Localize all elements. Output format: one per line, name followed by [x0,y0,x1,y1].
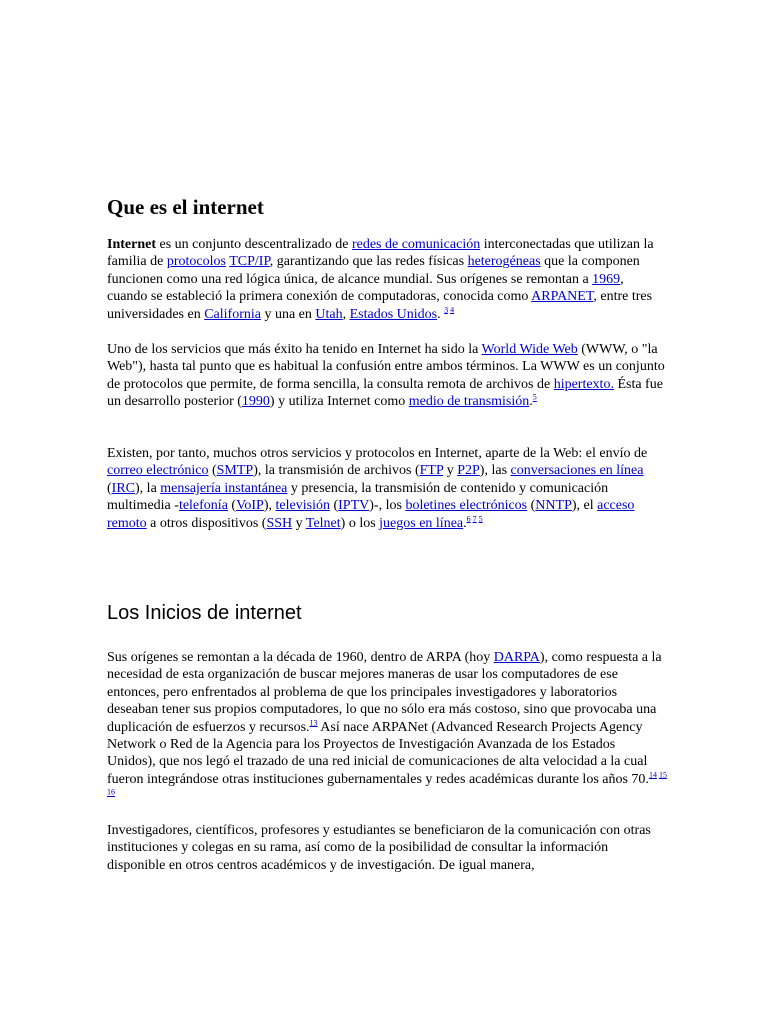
paragraph-internet-definition [107,236,667,323]
text-run: ) y utiliza Internet como [269,394,409,410]
text-run: Uno de los servicios que más éxito ha tenido en Internet ha sido la [107,342,482,357]
footnote-link-15[interactable]: 15 [658,770,667,780]
link-boletines-electronicos[interactable]: boletines electrónicos [405,498,528,514]
footnote-ref [310,718,318,727]
text-run: y presencia, la transmisión de contenido y comunicación multimedia - [107,480,609,514]
text-run: y [443,463,458,479]
text-run: , cuando se estableció la primera conexión de computadoras, conocida como [107,271,624,305]
text-run: y una en [260,306,316,322]
link-tcp-ip[interactable]: TCP/IP [229,254,270,270]
footnote-ref [444,305,454,314]
text-run: ), la transmisión de archivos ( [253,463,420,479]
text-run: , entre tres universidades en [107,289,653,322]
text-run: ), la [135,480,161,496]
footnote-ref [533,393,537,402]
link-television[interactable]: televisión [275,498,330,514]
text-run: Ésta fue un desarrollo posterior ( [107,376,663,410]
text-run: es un conjunto descentralizado de [156,237,352,252]
text-run: . [463,515,467,531]
link-conversaciones-en-linea[interactable]: conversaciones en línea [510,463,644,479]
text-run: y [292,515,306,531]
text-run: ), como respuesta a la necesidad de esta organización de buscar mejores maneras de usar los computadores de ese entonces, pero enfrentados al problema de que los principales investigadores y laboratorios deseaban tener sus propios computadores, lo que no sólo era más costoso, sino que provocaba una duplicación de esfuerzos y recursos. [107,650,662,735]
link-utah[interactable]: Utah [315,306,343,322]
link-juegos-en-linea[interactable]: juegos en línea [379,515,464,531]
link-protocolos[interactable]: protocolos [166,254,226,270]
text-run: (WWW, o "la Web"), hasta tal punto que es habitual la confusión entre ambos términos. La WWW es un conjunto de protocolos que permite, de forma sencilla, la consulta remota de archivos de [107,342,665,392]
footnote-ref [467,514,483,523]
text-run: Existen, por tanto, muchos otros servicios y protocolos en Internet, aparte de la Web: el envío de [107,446,648,461]
link-irc[interactable]: IRC [111,480,136,496]
footnote-link-14[interactable]: 14 [648,770,657,780]
text-run: interconectadas que utilizan la familia de [107,237,654,270]
text-run: ) o los [340,515,380,531]
link-hipertexto[interactable]: hipertexto. [553,376,614,392]
link-telefonia[interactable]: telefonía [178,498,228,514]
link-ssh[interactable]: SSH [266,515,293,531]
text-run: que la componen funcionen como una red lógica única, de alcance mundial. Sus orígenes se remontan a [107,254,640,287]
text-run: ), [263,498,276,514]
link-california[interactable]: California [204,306,261,322]
paragraph-world-wide-web [107,341,667,411]
footnote-link-3[interactable]: 3 [444,304,449,314]
text-run: ( [527,498,536,514]
text-run: ), las [479,463,511,479]
text-run: )-, los [369,498,406,514]
link-nntp[interactable]: NNTP [535,498,572,514]
text-run: Sus orígenes se remontan a la década de 1960, dentro de ARPA (hoy [107,650,494,665]
link-arpanet[interactable]: ARPANET [531,289,594,305]
text-run: ( [107,480,112,496]
link-ftp[interactable]: FTP [419,463,444,479]
link-voip[interactable]: VoIP [236,498,264,514]
section-heading-los-inicios: Los Inicios de internet [107,602,302,624]
section-heading-que-es-internet: Que es el internet [107,195,264,219]
link-1969[interactable]: 1969 [592,271,621,287]
link-1990[interactable]: 1990 [241,394,270,410]
text-run: ), el [571,498,598,514]
link-smtp[interactable]: SMTP [216,463,254,479]
text-run: ( [329,498,339,514]
link-world-wide-web[interactable]: World Wide Web [481,342,578,357]
paragraph-otros-servicios [107,445,667,532]
text-run: Así nace ARPANet (Advanced Research Projects Agency Network o Red de la Agencia para los Proyectos de Investigación Avanzada de los Estados Unidos), que nos legó el trazado de una red inicial de comunicaciones de alta velocidad a la cual fueron integrándose otras instituciones gubernamentales y redes académicas durante los años 70. [107,719,649,787]
link-mensajeria-instantanea[interactable]: mensajería instantánea [160,480,288,496]
text-run: ( [208,463,217,479]
link-medio-de-transmision[interactable]: medio de transmisión [408,394,530,410]
bold-term-internet: Internet [107,237,156,252]
footnote-link-16[interactable]: 16 [107,787,115,797]
paragraph-origenes-arpa [107,649,667,806]
footnote-link-5b[interactable]: 5 [478,513,483,523]
link-p2p[interactable]: P2P [457,463,480,479]
footnote-link-13[interactable]: 13 [309,717,318,727]
footnote-link-7[interactable]: 7 [472,513,477,523]
link-redes-de-comunicacion[interactable]: redes de comunicación [351,237,481,252]
footnote-link-6[interactable]: 6 [466,513,471,523]
footnote-link-4[interactable]: 4 [450,304,455,314]
link-heterogeneas[interactable]: heterogéneas [467,254,541,270]
text-run: , garantizando que las redes físicas [269,254,468,270]
footnote-link-5[interactable]: 5 [532,392,537,402]
link-acceso-remoto[interactable]: acceso remoto [107,498,635,531]
text-run: ( [227,498,237,514]
paragraph-investigadores: Investigadores, científicos, profesores y estudiantes se beneficiaron de la comunicación con otras instituciones y colegas en su rama, así como de la posibilidad de consultar la información disponible en otros centros académicos y de investigación. De igual manera, [107,823,651,873]
link-estados-unidos[interactable]: Estados Unidos [349,306,438,322]
text-run: a otros dispositivos ( [146,515,267,531]
link-iptv[interactable]: IPTV [338,498,370,514]
link-telnet[interactable]: Telnet [305,515,341,531]
text-run: , [342,306,350,322]
link-darpa[interactable]: DARPA [493,650,540,665]
text-run: . [529,394,533,410]
link-correo-electronico[interactable]: correo electrónico [107,463,209,479]
text-run: . [437,306,445,322]
